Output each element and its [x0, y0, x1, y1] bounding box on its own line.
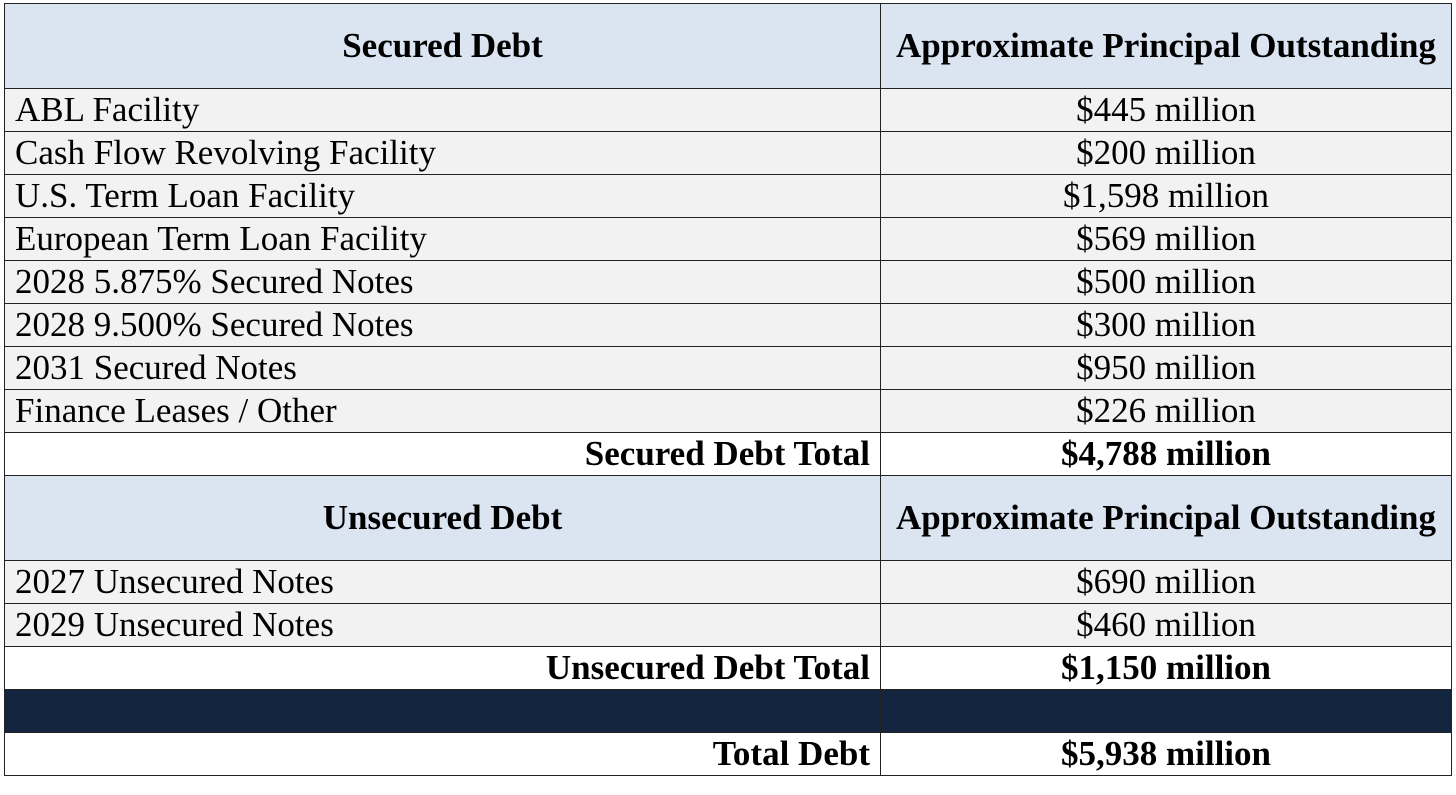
table-row — [5, 261, 1452, 304]
unsecured-header-row — [5, 476, 1452, 561]
table-row — [5, 561, 1452, 604]
separator-band — [5, 690, 1452, 733]
table-row — [5, 132, 1452, 175]
secured-header-row — [5, 4, 1452, 89]
debt-amount: $950 million — [881, 347, 1452, 390]
debt-amount: $200 million — [881, 132, 1452, 175]
debt-amount: $300 million — [881, 304, 1452, 347]
table-row — [5, 390, 1452, 433]
debt-name: 2028 5.875% Secured Notes — [5, 261, 881, 304]
debt-name: 2031 Secured Notes — [5, 347, 881, 390]
debt-table — [4, 3, 1452, 776]
debt-amount: $1,598 million — [881, 175, 1452, 218]
table-row — [5, 604, 1452, 647]
separator-band-right — [881, 690, 1452, 733]
unsecured-total-amount: $1,150 million — [881, 647, 1452, 690]
debt-amount: $500 million — [881, 261, 1452, 304]
debt-amount: $690 million — [881, 561, 1452, 604]
debt-amount: $226 million — [881, 390, 1452, 433]
unsecured-total-row — [5, 647, 1452, 690]
debt-name: Cash Flow Revolving Facility — [5, 132, 881, 175]
secured-total-amount: $4,788 million — [881, 433, 1452, 476]
secured-debt-header: Secured Debt — [5, 4, 881, 89]
unsecured-debt-header: Unsecured Debt — [5, 476, 881, 561]
debt-amount: $569 million — [881, 218, 1452, 261]
debt-name: European Term Loan Facility — [5, 218, 881, 261]
debt-name: ABL Facility — [5, 89, 881, 132]
table-row — [5, 89, 1452, 132]
table-row — [5, 175, 1452, 218]
debt-amount: $445 million — [881, 89, 1452, 132]
table-row — [5, 218, 1452, 261]
secured-total-row — [5, 433, 1452, 476]
debt-name: 2028 9.500% Secured Notes — [5, 304, 881, 347]
secured-total-label: Secured Debt Total — [5, 433, 881, 476]
table-row — [5, 347, 1452, 390]
total-debt-row — [5, 733, 1452, 776]
secured-principal-header: Approximate Principal Outstanding — [881, 4, 1452, 89]
total-debt-label: Total Debt — [5, 733, 881, 776]
unsecured-principal-header: Approximate Principal Outstanding — [881, 476, 1452, 561]
total-debt-amount: $5,938 million — [881, 733, 1452, 776]
debt-name: U.S. Term Loan Facility — [5, 175, 881, 218]
debt-name: 2029 Unsecured Notes — [5, 604, 881, 647]
debt-name: Finance Leases / Other — [5, 390, 881, 433]
debt-amount: $460 million — [881, 604, 1452, 647]
debt-name: 2027 Unsecured Notes — [5, 561, 881, 604]
unsecured-total-label: Unsecured Debt Total — [5, 647, 881, 690]
table-row — [5, 304, 1452, 347]
separator-band-left — [5, 690, 881, 733]
